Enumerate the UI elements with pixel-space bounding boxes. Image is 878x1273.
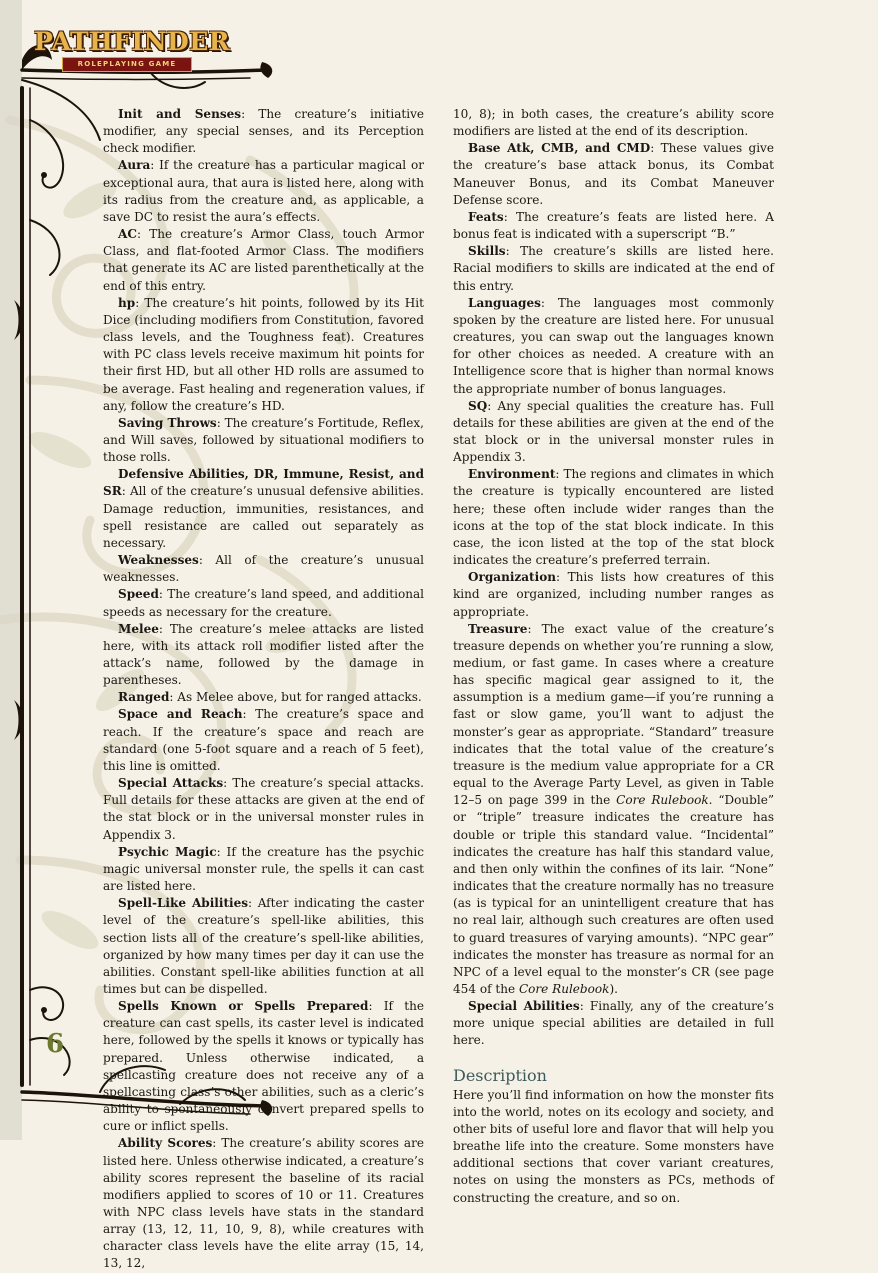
entry-term: Special Attacks bbox=[118, 776, 224, 791]
entry-term: AC bbox=[118, 227, 137, 242]
book-title: Core Rulebook bbox=[616, 793, 709, 808]
entry-skills bbox=[453, 243, 774, 294]
entry-spell-like-abilities bbox=[103, 895, 424, 998]
entry-text: : These values give the creature’s base attack bonus, its Combat Maneuver Bonus, and its Combat Maneuver Defense score. bbox=[453, 141, 774, 207]
entry-weaknesses bbox=[103, 552, 424, 586]
entry-special-abilities bbox=[453, 998, 774, 1049]
pathfinder-logo bbox=[34, 26, 231, 72]
entry-term: Spell-Like Abilities bbox=[118, 896, 249, 911]
entry-languages bbox=[453, 295, 774, 398]
entry-term: Special Abilities bbox=[468, 999, 580, 1014]
entry-spells-known bbox=[103, 998, 424, 1135]
entry-text: : Finally, any of the creature’s more unique special abilities are detailed in full here. bbox=[453, 999, 774, 1048]
entry-psychic-magic bbox=[103, 844, 424, 895]
entry-text: : The creature’s ability scores are listed here. Unless otherwise indicated, a creature’s ability scores represent the baseline of its racial modifiers applied to scores of 10 or 11. Creatures with NPC class levels have stats in the standard array (13, 12, 11, 10, 9, 8), while creatures with character class levels have the elite array (15, 14, 13, 12, bbox=[103, 1136, 424, 1271]
entry-defensive-abilities bbox=[103, 466, 424, 552]
entry-text: : The creature’s skills are listed here. Racial modifiers to skills are indicated at the end of this entry. bbox=[453, 244, 774, 293]
entry-text: : The creature’s initiative modifier, any special senses, and its Perception check modifier. bbox=[103, 107, 425, 156]
entry-continuation: 10, 8); in both cases, the creature’s ability score modifiers are listed at the end of its description. bbox=[453, 107, 774, 139]
right-column bbox=[453, 106, 774, 1207]
entry-term: Organization bbox=[468, 570, 556, 585]
entry-init-and-senses bbox=[103, 106, 424, 157]
entry-saving-throws bbox=[103, 415, 424, 466]
entry-base-atk-cmb-cmd bbox=[453, 140, 774, 209]
page-number: 6 bbox=[46, 1029, 65, 1059]
entry-aura bbox=[103, 157, 424, 226]
entry-term: SQ bbox=[468, 398, 488, 413]
entry-text: : Any special qualities the creature has. Full details for these abilities are given at the end of the stat block or in the universal monster rules in Appendix 3. bbox=[453, 398, 774, 465]
entry-text: : The creature’s hit points, followed by its Hit Dice (including modifiers from Constitution, favored class levels, and the Toughness feat). Creatures with PC class levels receive maximum hit points for their first HD, but all other HD rolls are assumed to be average. Fast healing and regeneration values, if any, follow the creature’s HD. bbox=[103, 295, 424, 413]
entry-term: Weaknesses bbox=[118, 553, 199, 568]
logo-tagline: ROLEPLAYING GAME bbox=[62, 57, 192, 72]
entry-text: : This lists how creatures of this kind are organized, including number ranges as appropriate. bbox=[453, 570, 774, 619]
entry-sq bbox=[453, 398, 774, 467]
logo-wordmark: PATHFINDER bbox=[34, 27, 231, 56]
entry-text: : The creature’s Fortitude, Reflex, and Will saves, followed by situational modifiers to those rolls. bbox=[103, 415, 424, 465]
entry-term: Base Atk, CMB, and CMD bbox=[468, 141, 651, 156]
entry-term: Melee bbox=[118, 621, 159, 636]
book-title: Core Rulebook bbox=[518, 981, 610, 996]
entry-term: Environment bbox=[468, 467, 556, 482]
entry-term: hp bbox=[118, 295, 136, 310]
entry-text: ). bbox=[609, 981, 618, 996]
entry-term: Saving Throws bbox=[118, 415, 217, 430]
entry-text: : If the creature has a particular magical or exceptional aura, that aura is listed here, along with its radius from the creature and, as applicable, a save DC to resist the aura’s effects. bbox=[103, 158, 424, 224]
entry-term: Init and Senses bbox=[118, 107, 242, 121]
entry-text: : The creature’s feats are listed here. A bonus feat is indicated with a superscript “B.” bbox=[453, 209, 774, 242]
entry-space-and-reach bbox=[103, 706, 424, 775]
entry-text: : The creature’s special attacks. Full details for these attacks are given at the end of the stat block or in the universal monster rules in Appendix 3. bbox=[103, 776, 424, 842]
left-column bbox=[103, 106, 424, 1273]
entry-term: Feats bbox=[468, 209, 504, 224]
entry-ability-scores bbox=[103, 1135, 424, 1272]
entry-treasure bbox=[453, 621, 774, 998]
section-heading-description: Description bbox=[453, 1065, 547, 1085]
entry-speed bbox=[103, 586, 424, 620]
entry-text: : All of the creature’s unusual weaknesses. bbox=[103, 553, 424, 585]
entry-text: : If the creature has the psychic magic universal monster rule, the spells it can cast are listed here. bbox=[103, 844, 424, 894]
entry-term: Ability Scores bbox=[118, 1136, 213, 1151]
entry-term: Aura bbox=[118, 158, 151, 173]
entry-text: : The regions and climates in which the creature is typically encountered are listed here; these often include wider ranges than the icons at the top of the stat block indicate. In this case, the icon listed at the top of the stat block indicates the creature’s preferred terrain. bbox=[453, 467, 774, 568]
entry-term: Psychic Magic bbox=[118, 844, 217, 859]
entry-term: Spells Known or Spells Prepared bbox=[118, 999, 369, 1014]
entry-text: : After indicating the caster level of the creature’s spell-like abilities, this section lists all of the creature’s spell-like abilities, organized by how many times per day it can use the abilities. Constant spell-like abilities function at all times but can be dispelled. bbox=[103, 896, 424, 996]
entry-text: : The creature’s Armor Class, touch Armor Class, and flat-footed Armor Class. The modifiers that generate its AC are listed parenthetically at the end of this entry. bbox=[103, 227, 424, 293]
entry-term: Languages bbox=[468, 295, 541, 310]
entry-text: : As Melee above, but for ranged attacks. bbox=[169, 690, 422, 705]
entry-term: Skills bbox=[468, 244, 506, 259]
entry-text: : The exact value of the creature’s treasure depends on whether you’re running a slow, medium, or fast game. In cases where a creature has specific magical gear assigned to it, the assumption is a medium game—if you’re running a fast or slow game, you’ll want to adjust the monster’s gear as appropriate. “Standard” treasure indicates that the total value of the creature’s treasure is the medium value appropriate for a CR equal to the Average Party Level, as given in Table 12–5 on page 399 in the bbox=[453, 621, 774, 808]
entry-text: : The creature’s land speed, and additional speeds as necessary for the creature. bbox=[103, 587, 424, 619]
entry-melee bbox=[103, 621, 424, 690]
entry-special-attacks bbox=[103, 775, 424, 844]
entry-text: : The creature’s space and reach. If the creature’s space and reach are standard (one 5-foot square and a reach of 5 feet), this line is omitted. bbox=[103, 707, 424, 773]
entry-text: : If the creature can cast spells, its caster level is indicated here, followed by the spells it knows or typically has prepared. Unless otherwise indicated, a spellcasting creature does not receive any of a spellcasting class’s other abilities, such as a cleric’s ability to spontaneously convert prepared spells to cure or inflict spells. bbox=[103, 999, 424, 1134]
entry-hp bbox=[103, 295, 424, 415]
entry-text: . “Double” or “triple” treasure indicates the creature has double or triple this standard value. “Incidental” indicates the creature has half this standard value, and then only within the confines of its lair. “None” indicates that the creature normally has no treasure (as is typical for an unintelligent creature that has no real lair, although such creatures are often used to guard treasures of varying amounts). “NPC gear” indicates the monster has treasure as normal for an NPC of a level equal to the monster’s CR (see page 454 of the bbox=[453, 793, 775, 996]
entry-term: Defensive Abilities, DR, Immune, Resist, and SR bbox=[103, 467, 424, 499]
entry-text: : The creature’s melee attacks are listed here, with its attack roll modifier listed after the attack’s name, followed by the damage in parentheses. bbox=[103, 621, 424, 688]
entry-term: Space and Reach bbox=[118, 707, 243, 722]
entry-term: Speed bbox=[118, 587, 159, 602]
description-text: Here you’ll find information on how the monster fits into the world, notes on its ecology and society, and other bits of useful lore and flavor that will help you breathe life into the creature. Some monsters have additional sections that cover variant creatures, notes on using the monsters as PCs, methods of constructing the creature, and so on. bbox=[453, 1087, 774, 1205]
entry-feats bbox=[453, 209, 774, 243]
entry-ac bbox=[103, 226, 424, 295]
entry-environment bbox=[453, 466, 774, 569]
entry-text: : All of the creature’s unusual defensive abilities. Damage reduction, immunities, resistances, and spell resistance are called out separately as necessary. bbox=[103, 484, 424, 550]
entry-term: Treasure bbox=[468, 621, 528, 636]
entry-ranged bbox=[103, 689, 424, 706]
entry-organization bbox=[453, 569, 774, 620]
entry-text: : The languages most commonly spoken by the creature are listed here. For unusual creatures, you can swap out the languages known for other choices as needed. A creature with an Intelligence score that is higher than normal knows the appropriate number of bonus languages. bbox=[453, 295, 774, 396]
entry-term: Ranged bbox=[118, 690, 170, 705]
